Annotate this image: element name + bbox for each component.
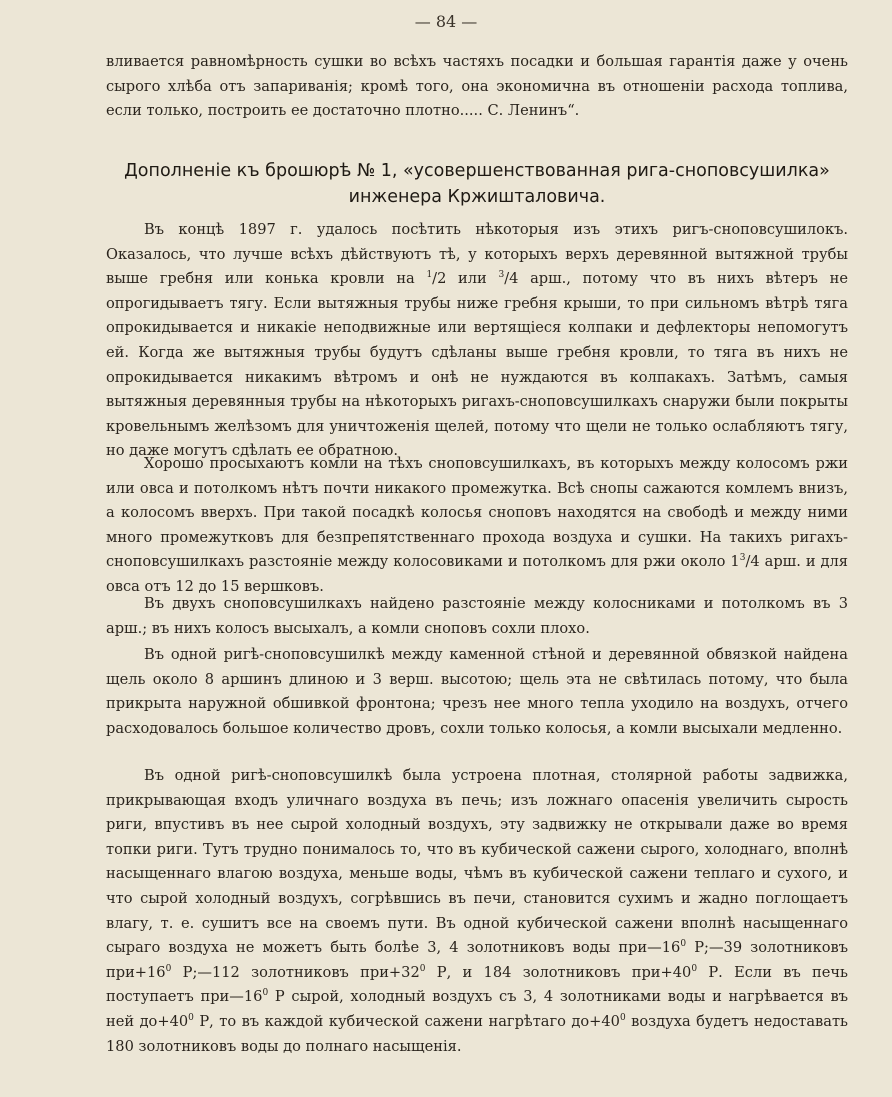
- paragraph-4: [106, 643, 848, 741]
- degree-sign: 0: [188, 1012, 194, 1023]
- paragraph-1-text-a: Въ концѣ 1897 г. удалось посѣтить нѣкоторыя изъ этихъ ригъ-сноповсушилокъ. Оказалось, что лучше всѣхъ дѣйствуютъ тѣ, у которыхъ верхъ деревянной вытяжной трубы выше гребня или конька кровли на: [106, 221, 848, 288]
- fraction-numerator: 3: [498, 270, 505, 281]
- paragraph-3: [106, 592, 848, 641]
- paragraph-5-text-g: Р, то въ каждой кубической сажени нагрѣтаго до+40: [193, 1012, 620, 1030]
- paragraph-1-text-b: или: [446, 270, 499, 288]
- paragraph-5-text-e: Р. Если въ печь поступаетъ при—16: [106, 963, 848, 1006]
- paragraph-5-text-d: Р, и 184 золотниковъ при+40: [425, 963, 692, 981]
- paragraph-2-text-b: арш. и для овса отъ 12 до 15 вершковъ.: [106, 553, 848, 595]
- degree-sign: 0: [691, 963, 698, 974]
- fraction-numerator: 3: [739, 553, 746, 564]
- paragraph-4-text: Въ одной ригѣ-сноповсушилкѣ между каменной стѣной и деревянной обвязкой найдена щель около 8 аршинъ длиною и 3 верш. высотою; щель эта не свѣтилась потому, что была прикрыта наружной обшивкой фронтона; чрезъ нее много тепла уходило на воздухъ, отчего расходовалось большое количество дровъ, сохли только колосья, а комли высыхали медленно.: [106, 646, 848, 737]
- fraction-numerator: 1: [426, 270, 433, 281]
- fraction-denominator: /4: [745, 553, 760, 571]
- paragraph-5-text-c: Р;—112 золотниковъ при+32: [171, 963, 420, 981]
- paragraph-3-text: Въ двухъ сноповсушилкахъ найдено разстояніе между колосниками и потолкомъ въ 3 арш.; въ нихъ колосъ высыхалъ, а комли сноповъ сохли плохо.: [106, 595, 848, 637]
- degree-sign: 0: [619, 1012, 626, 1023]
- paragraph-2: [106, 452, 848, 600]
- paragraph-5-text-a: Въ одной ригѣ-сноповсушилкѣ была устроена плотная, столярной работы задвижка, прикрывающая входъ уличнаго воздуха въ печь; изъ ложнаго опасенія увеличить сырость риги, впустивъ въ нее сырой холодный воздухъ, эту задвижку не открывали даже во время топки риги. Тутъ трудно понималось то, что въ кубической сажени сырого, холоднаго, вполнѣ насыщеннаго влагою воздуха, меньше воды, чѣмъ въ кубической сажени теплаго и сухого, и что сырой холодный воздухъ, согрѣвшись въ печи, становится сухимъ и жадно поглощаетъ влагу, т. е. сушитъ все на своемъ пути. Въ одной кубической сажени вполнѣ насыщеннаго сыраго воздуха не можетъ быть болѣе 3, 4 золотниковъ воды при—16: [106, 767, 848, 957]
- fraction-denominator: /2: [432, 270, 447, 288]
- degree-sign: 0: [165, 963, 172, 974]
- section-heading: Дополненіе къ брошюрѣ № 1, «усовершенствованная рига-сноповсушилка» инженера Кржишталовича.: [124, 161, 830, 207]
- paragraph-1: [106, 218, 848, 464]
- intro-text: вливается равномѣрность сушки во всѣхъ частяхъ посадки и большая гарантія даже у очень сырого хлѣба отъ запариванія; кромѣ того, она экономична въ отношеніи расхода топлива, если только, построить ее достаточно плотно..... С. Ленинъ“.: [106, 53, 848, 120]
- paragraph-2-text-a: Хорошо просыхаютъ комли на тѣхъ сноповсушилкахъ, въ которыхъ между колосомъ ржи или овса и потолкомъ нѣтъ почти никакого промежутка. Всѣ снопы сажаются комлемъ внизъ, а колосомъ вверхъ. При такой посадкѣ колосья сноповъ находятся на свободѣ и между ними много промежутковъ для безпрепятственнаго прохода воздуха и сушки. На такихъ ригахъ-сноповсушилкахъ разстояніе между колосовиками и потолкомъ для ржи около 1: [106, 455, 848, 571]
- paragraph-5-text-f: Р сырой, холодный воздухъ съ 3, 4 золотниками воды и нагрѣвается въ ней до+40: [106, 988, 848, 1030]
- paragraph-5: [106, 764, 848, 1059]
- degree-sign: 0: [419, 963, 426, 974]
- paragraph-1-text-c: арш., потому что въ нихъ вѣтеръ не опрогидываетъ тягу. Если вытяжныя трубы ниже гребня крыши, то при сильномъ вѣтрѣ тяга опрокидывается и никакіе неподвижные или вертящіеся колпаки и дефлекторы непомогутъ ей. Когда же вытяжныя трубы будутъ сдѣланы выше гребня кровли, то тяга въ нихъ не опрокидывается никакимъ вѣтромъ и онѣ не нуждаются въ колпакахъ. Затѣмъ, самыя вытяжныя деревянныя трубы на нѣкоторыхъ ригахъ-сноповсушилкахъ снаружи были покрыты кровельнымъ желѣзомъ для уничтоженія щелей, потому что щели не только ослабляютъ тягу, но даже могутъ сдѣлать ее обратною.: [106, 270, 848, 460]
- degree-sign: 0: [262, 988, 269, 999]
- paragraph-5-text-b: Р;—39 золотниковъ при+16: [106, 939, 848, 981]
- degree-sign: 0: [680, 939, 687, 950]
- fraction-denominator: /4: [504, 270, 519, 288]
- paragraph-5-text-h: воздуха будетъ недоставать 180 золотниковъ воды до полнаго насыщенія.: [106, 1012, 848, 1055]
- page-number: — 84 —: [414, 12, 478, 31]
- intro-paragraph: [106, 50, 848, 124]
